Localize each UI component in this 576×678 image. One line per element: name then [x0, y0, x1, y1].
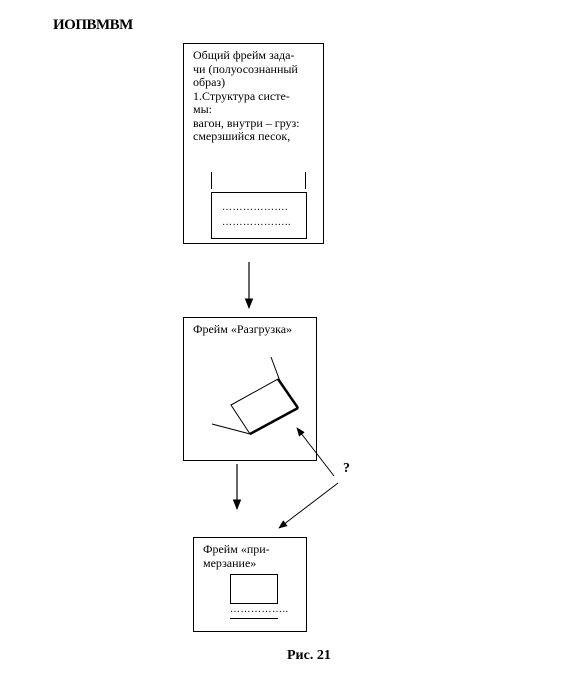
frame-text-line: Фрейм «при- [203, 542, 270, 556]
question-arrow-to-unloading [297, 428, 334, 476]
frozen-dots-line: …………….. [230, 604, 289, 615]
tilted-wagon-icon [212, 357, 298, 434]
frame-text-line: смерзшийся песок, [193, 129, 291, 143]
tilted-wagon-edge [250, 408, 298, 434]
cargo-dots-line: ………………. [222, 202, 288, 213]
frame-text-line: 1.Структура систе- [193, 88, 290, 103]
frame-text-line: чи (полуосознанный [193, 61, 298, 76]
frame-text-line: мы: [193, 102, 212, 116]
question-mark: ? [343, 461, 350, 476]
frame-text-line: образ) [193, 75, 226, 89]
frame-text-line: вагон, внутри – груз: [193, 115, 300, 130]
figure-caption: Рис. 21 [287, 648, 331, 663]
cargo-dots-line: ……………….. [222, 217, 291, 228]
frame-text-line: Общий фрейм зада- [193, 48, 295, 62]
frame-text-line: мерзание» [203, 555, 257, 570]
question-arrow-to-freezing [279, 483, 338, 528]
frame-text-line: Фрейм «Разгрузка» [193, 322, 293, 336]
page-heading: ИОПВМВМ [53, 17, 133, 33]
